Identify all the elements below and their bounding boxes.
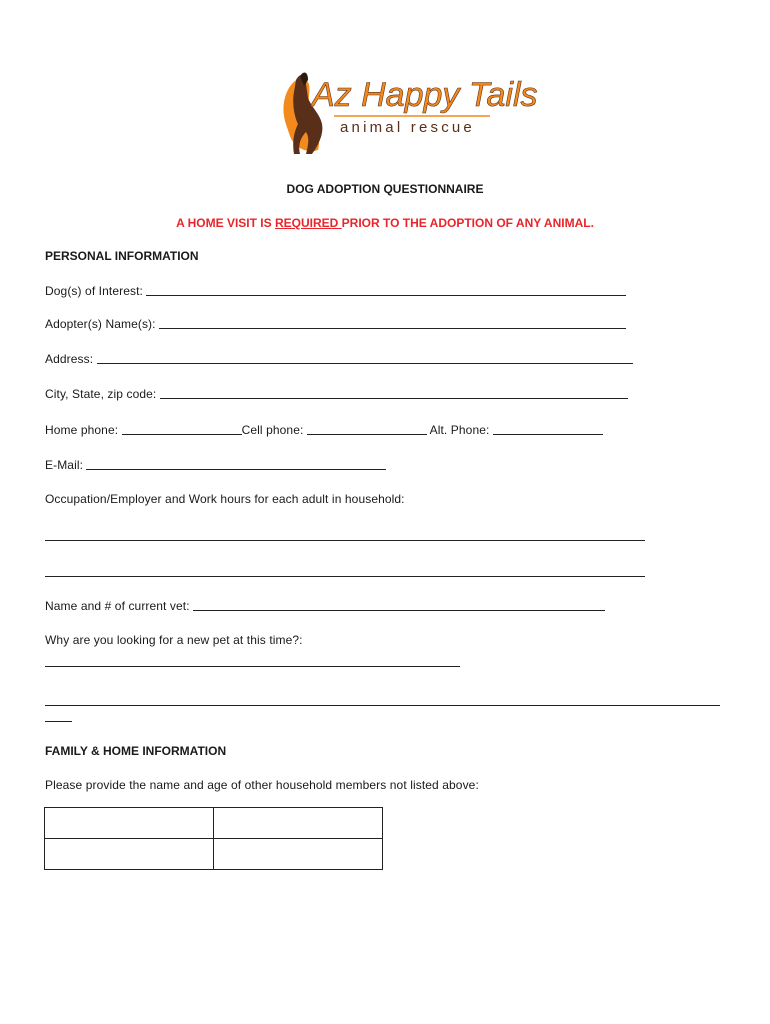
household-members-table	[44, 807, 383, 870]
household-members-label: Please provide the name and age of other household members not listed above:	[45, 778, 479, 792]
email-row	[45, 457, 386, 472]
address-field[interactable]	[97, 351, 633, 364]
notice-text-before: A HOME VISIT IS	[176, 216, 275, 230]
member-name-cell[interactable]	[45, 808, 214, 839]
svg-text:animal rescue: animal rescue	[340, 119, 475, 136]
member-age-cell[interactable]	[214, 808, 383, 839]
why-new-pet-field-3[interactable]	[45, 721, 72, 722]
address-label: Address:	[45, 352, 94, 366]
why-new-pet-field-2[interactable]	[45, 705, 720, 706]
home-phone-label: Home phone:	[45, 423, 119, 437]
dogs-of-interest-row	[45, 283, 626, 298]
page-title: DOG ADOPTION QUESTIONNAIRE	[286, 182, 484, 196]
member-name-cell[interactable]	[45, 839, 214, 870]
alt-phone-field[interactable]	[493, 422, 603, 435]
dogs-of-interest-field[interactable]	[146, 283, 626, 296]
occupation-field-1[interactable]	[45, 540, 645, 541]
dog-logo-icon	[278, 62, 538, 158]
cell-phone-label: Cell phone:	[241, 423, 304, 437]
why-new-pet-field-1[interactable]	[45, 666, 460, 667]
address-row	[45, 351, 633, 366]
phones-row	[45, 422, 603, 437]
adopter-names-field[interactable]	[159, 316, 626, 329]
family-home-heading: FAMILY & HOME INFORMATION	[45, 744, 227, 758]
occupation-label: Occupation/Employer and Work hours for each adult in household:	[45, 492, 405, 506]
city-state-zip-field[interactable]	[160, 386, 628, 399]
notice-text-after: PRIOR TO THE ADOPTION OF ANY ANIMAL.	[341, 216, 594, 230]
city-state-zip-label: City, State, zip code:	[45, 387, 157, 401]
table-row	[45, 808, 383, 839]
table-row	[45, 839, 383, 870]
alt-phone-label: Alt. Phone:	[429, 423, 490, 437]
vet-field[interactable]	[193, 598, 605, 611]
personal-info-heading: PERSONAL INFORMATION	[45, 249, 199, 263]
why-new-pet-label: Why are you looking for a new pet at this time?:	[45, 633, 303, 647]
dogs-of-interest-label: Dog(s) of Interest:	[45, 284, 143, 298]
az-happy-tails-logo	[278, 62, 538, 158]
cell-phone-field[interactable]	[307, 422, 427, 435]
vet-row	[45, 598, 605, 613]
home-visit-notice	[0, 216, 770, 230]
occupation-field-2[interactable]	[45, 576, 645, 577]
home-phone-field[interactable]	[122, 422, 242, 435]
member-age-cell[interactable]	[214, 839, 383, 870]
svg-text:Az Happy Tails: Az Happy Tails	[312, 76, 538, 114]
notice-required: REQUIRED	[274, 216, 342, 230]
email-field[interactable]	[86, 457, 386, 470]
adopter-names-label: Adopter(s) Name(s):	[45, 317, 156, 331]
email-label: E-Mail:	[45, 458, 84, 472]
adopter-names-row	[45, 316, 626, 331]
city-state-zip-row	[45, 386, 628, 401]
vet-label: Name and # of current vet:	[45, 599, 190, 613]
